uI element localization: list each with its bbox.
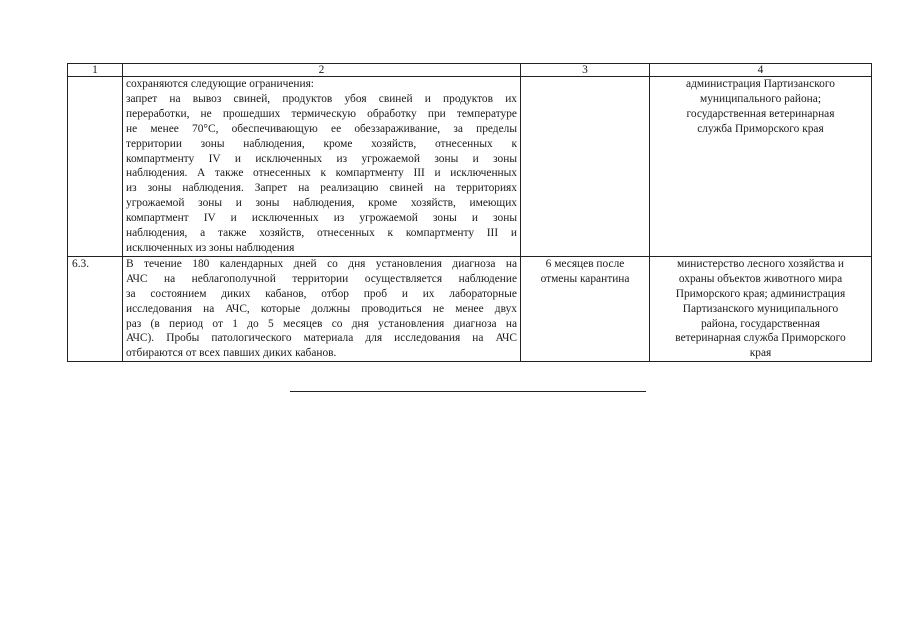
table-row xyxy=(68,77,872,257)
measure-line: раз (в период от 1 до 5 месяцев со дня установления диагноза на xyxy=(126,317,517,330)
measure-cell xyxy=(123,77,521,257)
responsible-line: охраны объектов животного мира xyxy=(678,272,843,285)
row-number: 6.3. xyxy=(68,256,123,361)
responsible-line: края xyxy=(749,347,772,360)
responsible-line: государственная ветеринарная xyxy=(686,107,835,120)
measure-line: из зоны наблюдения. Запрет на реализацию свиней на территориях xyxy=(126,182,517,195)
responsible-line: Партизанского муниципального xyxy=(682,302,839,315)
measure-line: переработки, не прошедших термическую обработку при температуре xyxy=(126,107,517,120)
header-col-2: 2 xyxy=(123,64,521,77)
measure-cell xyxy=(123,256,521,361)
measure-line: исключенных из зоны наблюдения xyxy=(126,241,295,254)
measure-line: территории зоны наблюдения, кроме хозяйств, отнесенных к xyxy=(126,137,517,150)
measure-line: АЧС на неблагополучной территории осуществляется наблюдение xyxy=(126,272,517,285)
measure-line: В течение 180 календарных дней со дня установления диагноза на xyxy=(126,257,517,270)
end-of-document-rule xyxy=(290,391,646,392)
measure-line: наблюдения. А также отнесенных к компартменту III и исключенных xyxy=(126,167,517,180)
responsible-line: администрация Партизанского xyxy=(686,78,835,90)
measure-line: АЧС). Пробы патологического материала для исследования на АЧС xyxy=(126,332,517,345)
responsible-line: ветеринарная служба Приморского xyxy=(675,332,846,345)
measure-line: запрет на вывоз свиней, продуктов убоя свиней и продуктов их xyxy=(126,92,517,105)
measures-table xyxy=(67,63,872,362)
header-col-1: 1 xyxy=(68,64,123,77)
term-line: 6 месяцев после xyxy=(545,257,625,270)
responsible-line: муниципального района; xyxy=(700,92,821,105)
measure-line: сохраняются следующие ограничения: xyxy=(126,78,314,90)
measure-line: компартмент IV и исключенных из угрожаемой зоны и зоны xyxy=(126,212,517,225)
responsible-line: Приморского края; администрация xyxy=(675,287,846,300)
term-cell xyxy=(521,256,650,361)
row-number xyxy=(68,77,123,257)
measure-line: компартменту IV и исключенных из угрожаемой зоны и зоны xyxy=(126,152,517,165)
term-line: отмены карантина xyxy=(540,272,630,285)
table-row xyxy=(68,256,872,361)
table-header-row xyxy=(68,64,872,77)
responsible-line: района, государственная xyxy=(700,317,821,330)
term-cell xyxy=(521,77,650,257)
responsible-cell xyxy=(650,77,872,257)
measure-line: угрожаемой зоны и зоны наблюдения, кроме хозяйств, имеющих xyxy=(126,197,517,210)
measure-line: исследования на АЧС, которые должны проводиться не менее двух xyxy=(126,302,517,315)
measure-line: отбираются от всех павших диких кабанов. xyxy=(126,347,337,360)
measure-line: за состоянием диких кабанов, отбор проб и их лабораторные xyxy=(126,287,517,300)
responsible-line: служба Приморского края xyxy=(697,122,824,135)
responsible-line: министерство лесного хозяйства и xyxy=(676,257,844,270)
header-col-4: 4 xyxy=(650,64,872,77)
header-col-3: 3 xyxy=(521,64,650,77)
measure-line: не менее 70°С, обеспечивающую ее обеззараживание, за пределы xyxy=(126,122,517,135)
measure-line: наблюдения, а также хозяйств, отнесенных к компартменту III и xyxy=(126,227,517,240)
responsible-cell xyxy=(650,256,872,361)
